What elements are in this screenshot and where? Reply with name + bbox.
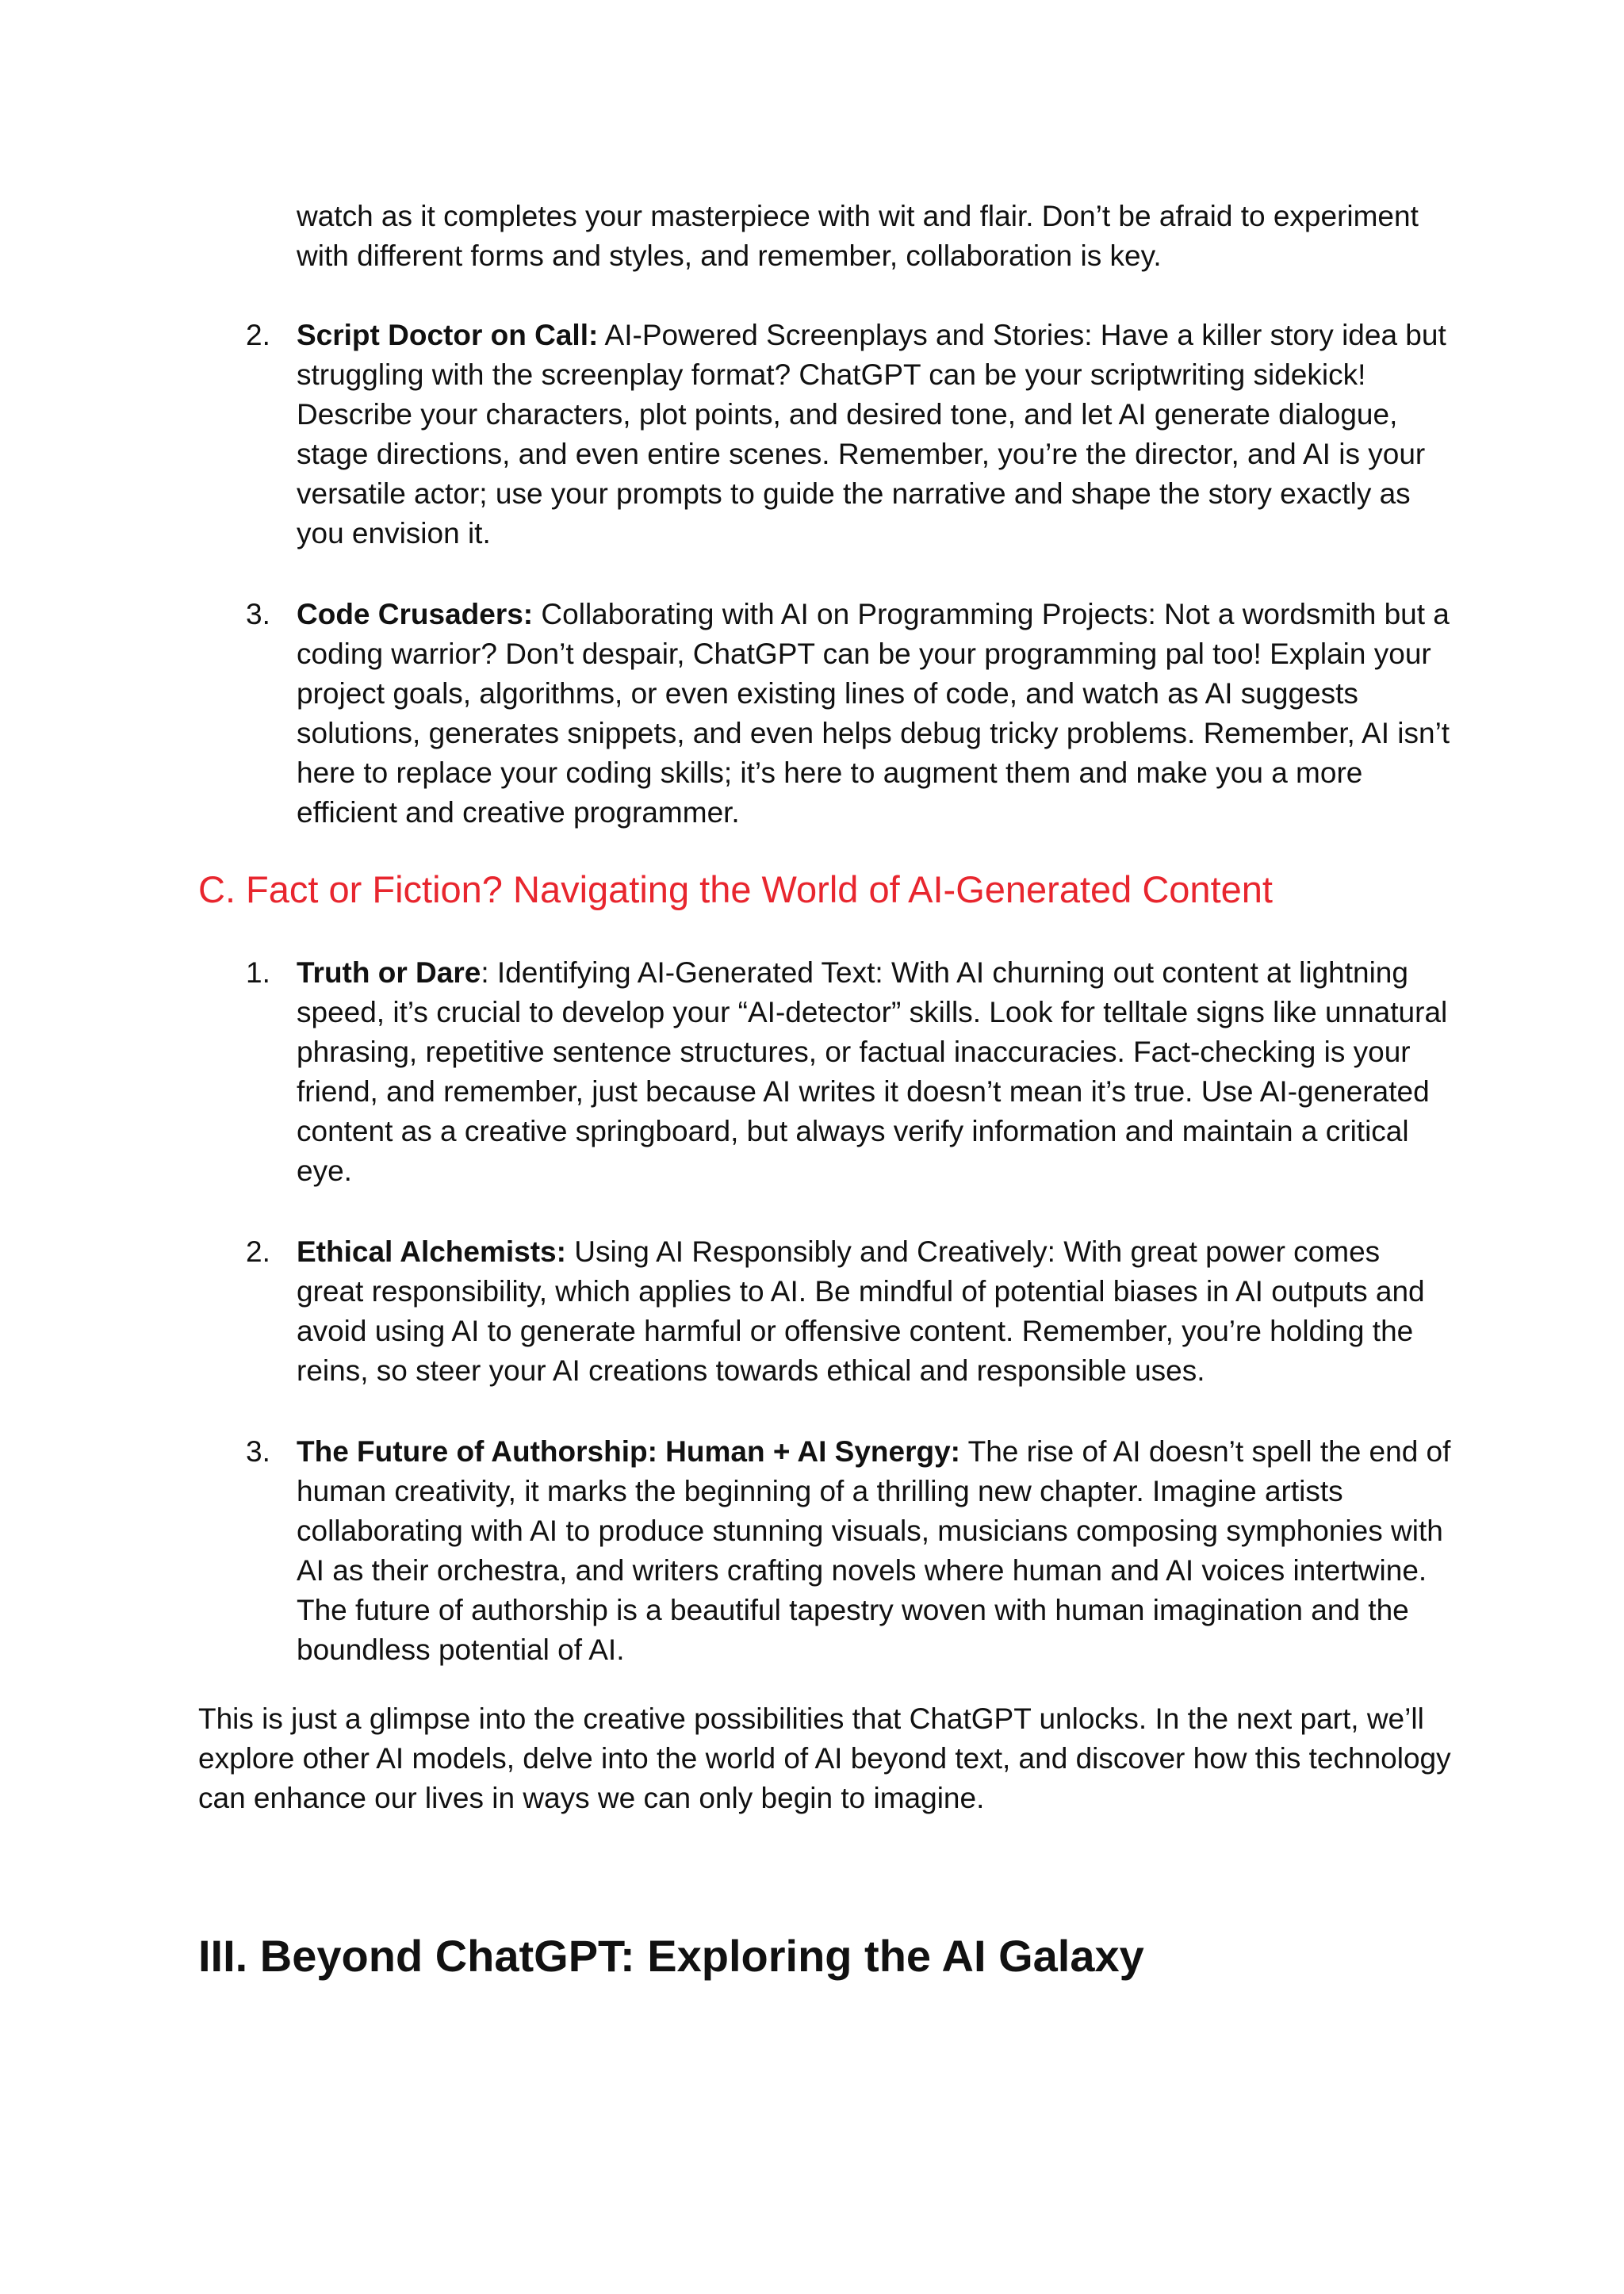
list-item-script-doctor [246,316,1454,553]
list-item-title: Truth or Dare [297,956,481,989]
list-item-title: Code Crusaders: [297,598,534,630]
section-3-heading: III. Beyond ChatGPT: Exploring the AI Galaxy [198,1931,1144,1981]
continuation-paragraph: watch as it completes your masterpiece with wit and flair. Don’t be afraid to experiment with different forms and styles, and remember, collaboration is key. [297,200,1419,272]
list-item-body: AI-Powered Screenplays and Stories: Have a killer story idea but struggling with the screenplay format? ChatGPT can be your scriptwriting sidekick! Describe your characters, plot points, and desired tone, and let AI generate dialogue, stage directions, and even entire scenes. Remember, you’re the director, and AI is your versatile actor; use your prompts to guide the narrative and shape the story exactly as you envision it. [297,319,1446,550]
list-number: 1. [246,956,270,989]
list-number: 2. [246,319,270,351]
list-number: 3. [246,598,270,630]
list-item-body: : Identifying AI-Generated Text: With AI churning out content at lightning speed, it’s crucial to develop your “AI-detector” skills. Look for telltale signs like unnatural phrasing, repetitive sentence structures, or factual inaccuracies. Fact-checking is your friend, and remember, just because AI writes it doesn’t mean it’s true. Use AI-generated content as a creative springboard, but always verify information and maintain a critical eye. [297,956,1448,1187]
list-item-body: Using AI Responsibly and Creatively: With great power comes great responsibility, which applies to AI. Be mindful of potential biases in AI outputs and avoid using AI to generate harmful or offensive content. Remember, you’re holding the reins, so steer your AI creations towards ethical and responsible uses. [297,1235,1425,1387]
list-item-title: The Future of Authorship: Human + AI Synergy: [297,1435,960,1468]
list-item-body: Collaborating with AI on Programming Projects: Not a wordsmith but a coding warrior? Don’t despair, ChatGPT can be your programming pal too! Explain your project goals, algorithms, or even existing lines of code, and watch as AI suggests solutions, generates snippets, and even helps debug tricky problems. Remember, AI isn’t here to replace your coding skills; it’s here to augment them and make you a more efficient and creative programmer. [297,598,1450,829]
section-c-heading: C. Fact or Fiction? Navigating the World of AI-Generated Content [198,868,1273,910]
list-item-truth-or-dare [246,953,1454,1191]
list-number: 2. [246,1235,270,1268]
list-item-ethical-alchemists [246,1232,1454,1391]
list-item-future-of-authorship [246,1432,1454,1670]
list-item-title: Ethical Alchemists: [297,1235,566,1268]
list-item-code-crusaders [246,595,1454,833]
list-item-title: Script Doctor on Call: [297,319,599,351]
list-item-body: The rise of AI doesn’t spell the end of human creativity, it marks the beginning of a thrilling new chapter. Imagine artists collaborating with AI to produce stunning visuals, musicians composing symphonies with AI as their orchestra, and writers crafting novels where human and AI voices intertwine. The future of authorship is a beautiful tapestry woven with human imagination and the boundless potential of AI. [297,1435,1451,1666]
list-number: 3. [246,1435,270,1468]
closing-paragraph: This is just a glimpse into the creative possibilities that ChatGPT unlocks. In the next part, we’ll explore other AI models, delve into the world of AI beyond text, and discover how this technology can enhance our lives in ways we can only begin to imagine. [198,1702,1451,1814]
